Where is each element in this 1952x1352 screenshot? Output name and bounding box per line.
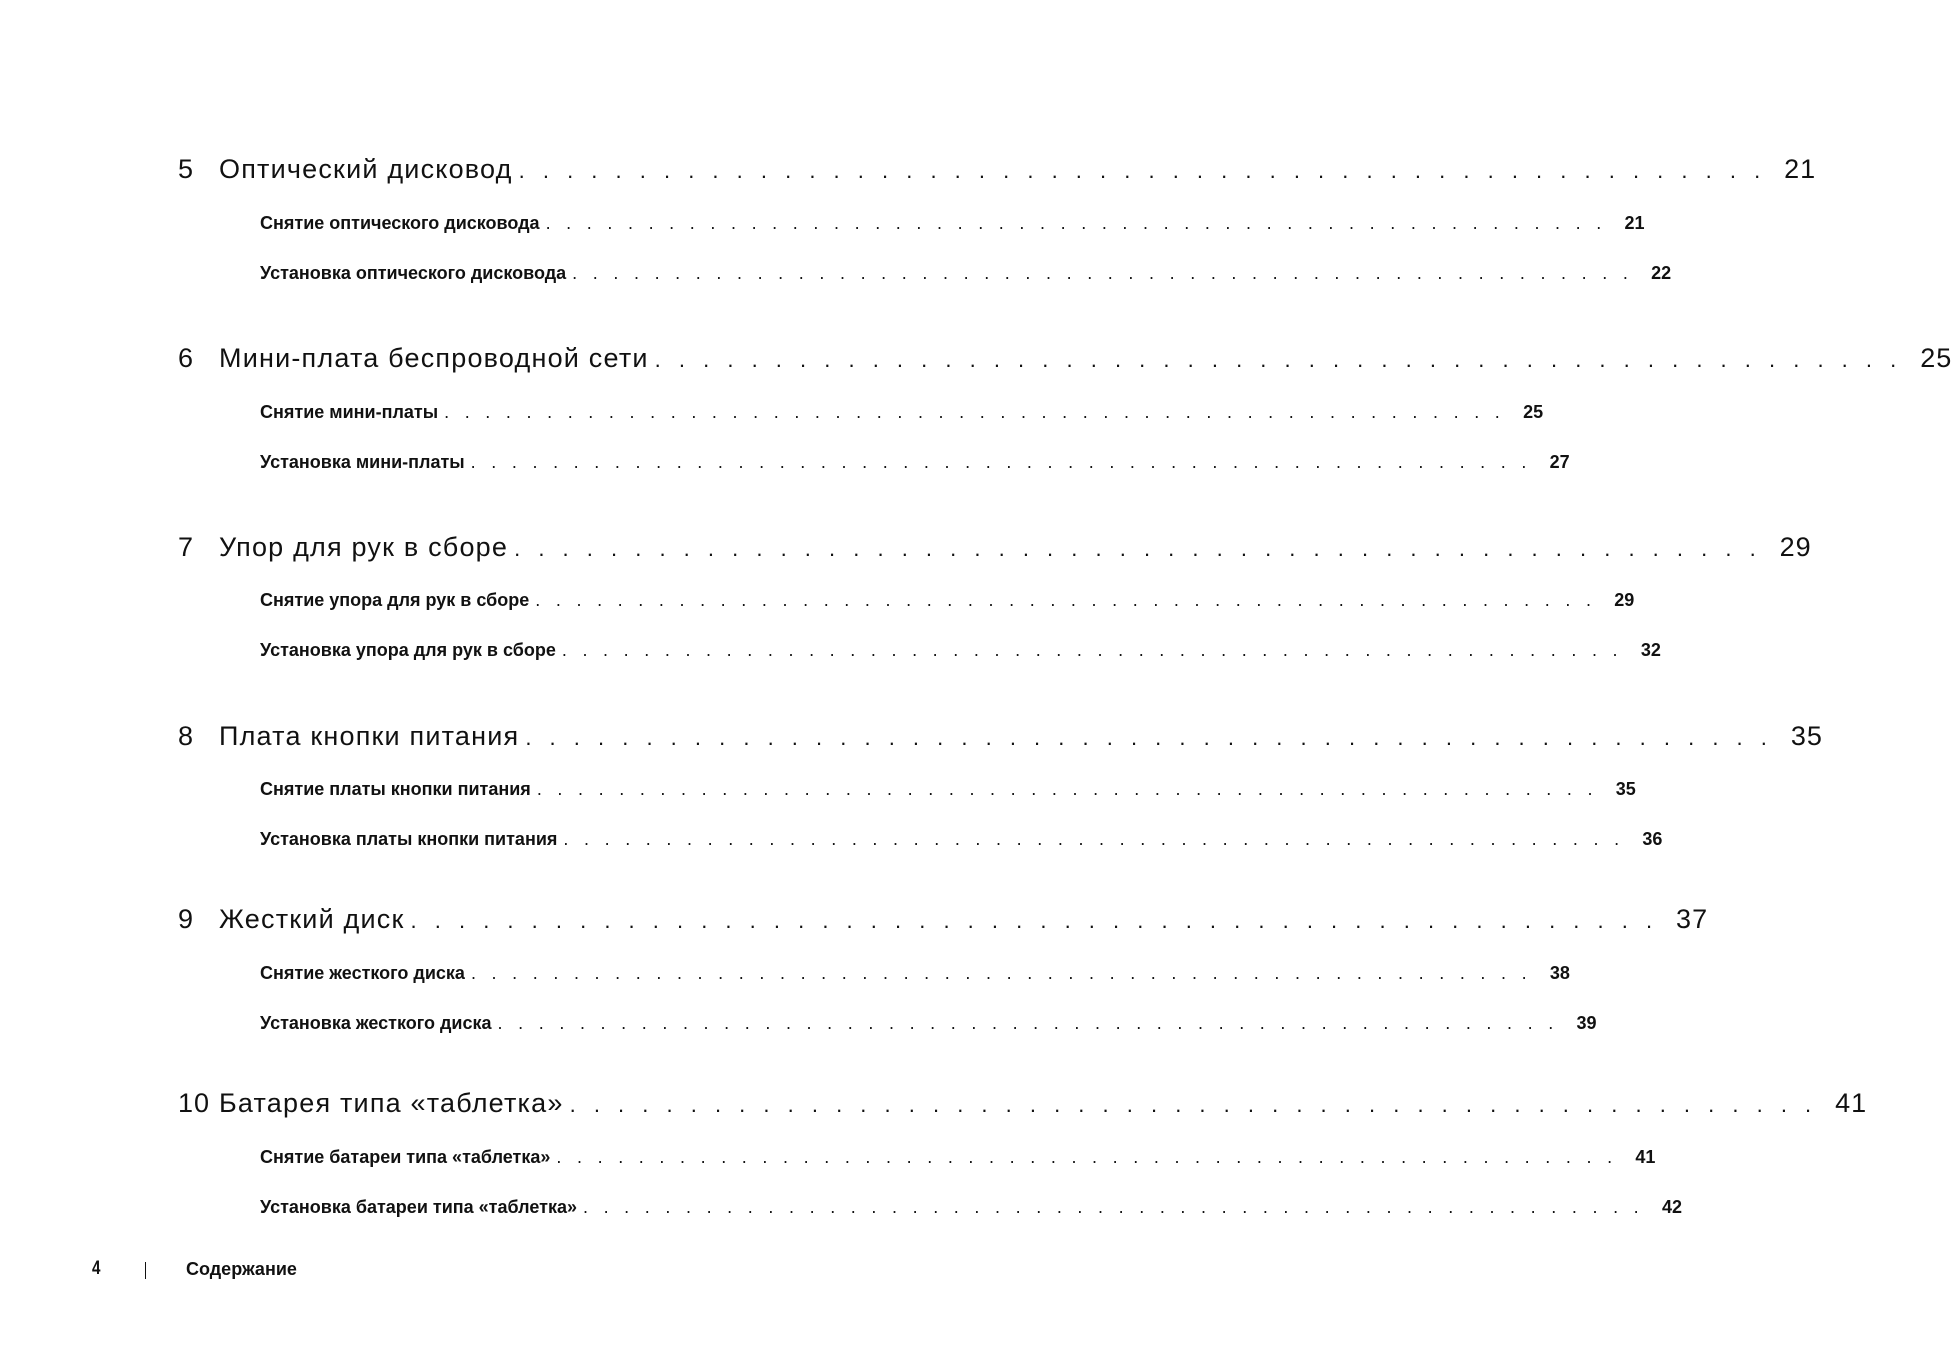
toc-section[interactable] <box>260 960 1570 986</box>
section-page-number: 38 <box>1549 963 1570 983</box>
chapter-title: Оптический дисковод <box>219 154 513 184</box>
section-page-number: 36 <box>1642 829 1663 849</box>
toc-section[interactable] <box>260 637 1661 663</box>
dot-leader: . . . . . . . . . . . . . . . . . . . . . . . . . . . . . . . . . . . . . . . . . . . . . . . . . . . . <box>536 779 1598 799</box>
dot-leader: . . . . . . . . . . . . . . . . . . . . . . . . . . . . . . . . . . . . . . . . . . . . . . . . . . . . <box>654 347 1903 372</box>
toc-section[interactable] <box>260 826 1663 852</box>
chapter-page-number: 21 <box>1784 154 1817 184</box>
toc-section[interactable] <box>260 210 1645 236</box>
toc-section[interactable] <box>260 1194 1682 1220</box>
dot-leader: . . . . . . . . . . . . . . . . . . . . . . . . . . . . . . . . . . . . . . . . . . . . . . . . . . . . <box>572 263 1634 283</box>
dot-leader: . . . . . . . . . . . . . . . . . . . . . . . . . . . . . . . . . . . . . . . . . . . . . . . . . . . . <box>514 536 1762 561</box>
toc-section[interactable] <box>260 776 1636 802</box>
toc-section[interactable] <box>260 449 1570 475</box>
section-page-number: 27 <box>1549 452 1570 472</box>
chapter-title: Мини-плата беспроводной сети <box>219 343 649 373</box>
chapter-title: Упор для рук в сборе <box>219 532 509 562</box>
chapter-number: 7 <box>178 532 195 562</box>
dot-leader: . . . . . . . . . . . . . . . . . . . . . . . . . . . . . . . . . . . . . . . . . . . . . . . . . . . . <box>470 452 1532 472</box>
chapter-number: 9 <box>178 904 195 934</box>
toc-chapter-6[interactable] <box>178 338 1952 378</box>
dot-leader: . . . . . . . . . . . . . . . . . . . . . . . . . . . . . . . . . . . . . . . . . . . . . . . . . . . . <box>556 1147 1618 1167</box>
toc-section[interactable] <box>260 1144 1656 1170</box>
section-title: Установка мини-платы <box>260 452 465 472</box>
chapter-number: 5 <box>178 154 195 184</box>
chapter-page-number: 41 <box>1835 1088 1868 1118</box>
chapter-title: Батарея типа «таблетка» <box>219 1088 564 1118</box>
dot-leader: . . . . . . . . . . . . . . . . . . . . . . . . . . . . . . . . . . . . . . . . . . . . . . . . . . . . <box>444 402 1506 422</box>
toc-chapter-10[interactable] <box>178 1083 1868 1123</box>
section-title: Установка упора для рук в сборе <box>260 640 556 660</box>
chapter-page-number: 29 <box>1779 532 1812 562</box>
toc-section[interactable] <box>260 260 1672 286</box>
section-title: Установка платы кнопки питания <box>260 829 558 849</box>
section-page-number: 25 <box>1523 402 1544 422</box>
dot-leader: . . . . . . . . . . . . . . . . . . . . . . . . . . . . . . . . . . . . . . . . . . . . . . . . . . . . <box>410 908 1659 933</box>
dot-leader: . . . . . . . . . . . . . . . . . . . . . . . . . . . . . . . . . . . . . . . . . . . . . . . . . . . . <box>525 725 1773 750</box>
dot-leader: . . . . . . . . . . . . . . . . . . . . . . . . . . . . . . . . . . . . . . . . . . . . . . . . . . . . <box>563 829 1625 849</box>
toc-chapter-5[interactable] <box>178 149 1817 189</box>
section-page-number: 39 <box>1576 1013 1597 1033</box>
section-page-number: 29 <box>1614 590 1635 610</box>
chapter-title: Жесткий диск <box>219 904 405 934</box>
section-title: Снятие мини-платы <box>260 402 439 422</box>
section-title: Снятие батареи типа «таблетка» <box>260 1147 551 1167</box>
chapter-number: 6 <box>178 343 195 373</box>
toc-chapter-7[interactable] <box>178 527 1812 567</box>
toc-section[interactable] <box>260 1010 1597 1036</box>
section-title: Снятие оптического дисковода <box>260 213 540 233</box>
toc-chapter-8[interactable] <box>178 716 1823 756</box>
dot-leader: . . . . . . . . . . . . . . . . . . . . . . . . . . . . . . . . . . . . . . . . . . . . . . . . . . . . <box>545 213 1607 233</box>
toc-chapter-9[interactable] <box>178 899 1709 939</box>
dot-leader: . . . . . . . . . . . . . . . . . . . . . . . . . . . . . . . . . . . . . . . . . . . . . . . . . . . . <box>470 963 1532 983</box>
toc-section[interactable] <box>260 587 1635 613</box>
section-page-number: 42 <box>1661 1197 1682 1217</box>
section-title: Снятие упора для рук в сборе <box>260 590 530 610</box>
dot-leader: . . . . . . . . . . . . . . . . . . . . . . . . . . . . . . . . . . . . . . . . . . . . . . . . . . . . <box>569 1092 1818 1117</box>
dot-leader: . . . . . . . . . . . . . . . . . . . . . . . . . . . . . . . . . . . . . . . . . . . . . . . . . . . . <box>535 590 1597 610</box>
section-title: Установка жесткого диска <box>260 1013 492 1033</box>
chapter-number: 10 <box>178 1088 211 1118</box>
dot-leader: . . . . . . . . . . . . . . . . . . . . . . . . . . . . . . . . . . . . . . . . . . . . . . . . . . . . <box>497 1013 1559 1033</box>
chapter-page-number: 25 <box>1920 343 1952 373</box>
chapter-title: Плата кнопки питания <box>219 721 520 751</box>
section-title: Снятие жесткого диска <box>260 963 465 983</box>
section-title: Установка оптического дисковода <box>260 263 567 283</box>
section-page-number: 21 <box>1624 213 1645 233</box>
chapter-page-number: 37 <box>1676 904 1709 934</box>
dot-leader: . . . . . . . . . . . . . . . . . . . . . . . . . . . . . . . . . . . . . . . . . . . . . . . . . . . . <box>582 1197 1644 1217</box>
section-title: Снятие платы кнопки питания <box>260 779 531 799</box>
section-title: Установка батареи типа «таблетка» <box>260 1197 577 1217</box>
dot-leader: . . . . . . . . . . . . . . . . . . . . . . . . . . . . . . . . . . . . . . . . . . . . . . . . . . . . <box>518 158 1767 183</box>
chapter-page-number: 35 <box>1790 721 1823 751</box>
section-page-number: 41 <box>1635 1147 1656 1167</box>
section-page-number: 35 <box>1615 779 1636 799</box>
section-page-number: 22 <box>1651 263 1672 283</box>
chapter-number: 8 <box>178 721 195 751</box>
section-page-number: 32 <box>1640 640 1661 660</box>
footer-section-title: Содержание <box>186 1259 297 1279</box>
dot-leader: . . . . . . . . . . . . . . . . . . . . . . . . . . . . . . . . . . . . . . . . . . . . . . . . . . . . <box>561 640 1623 660</box>
footer-page-number: 4 <box>92 1258 101 1279</box>
footer-divider <box>145 1262 146 1279</box>
toc-section[interactable] <box>260 399 1544 425</box>
